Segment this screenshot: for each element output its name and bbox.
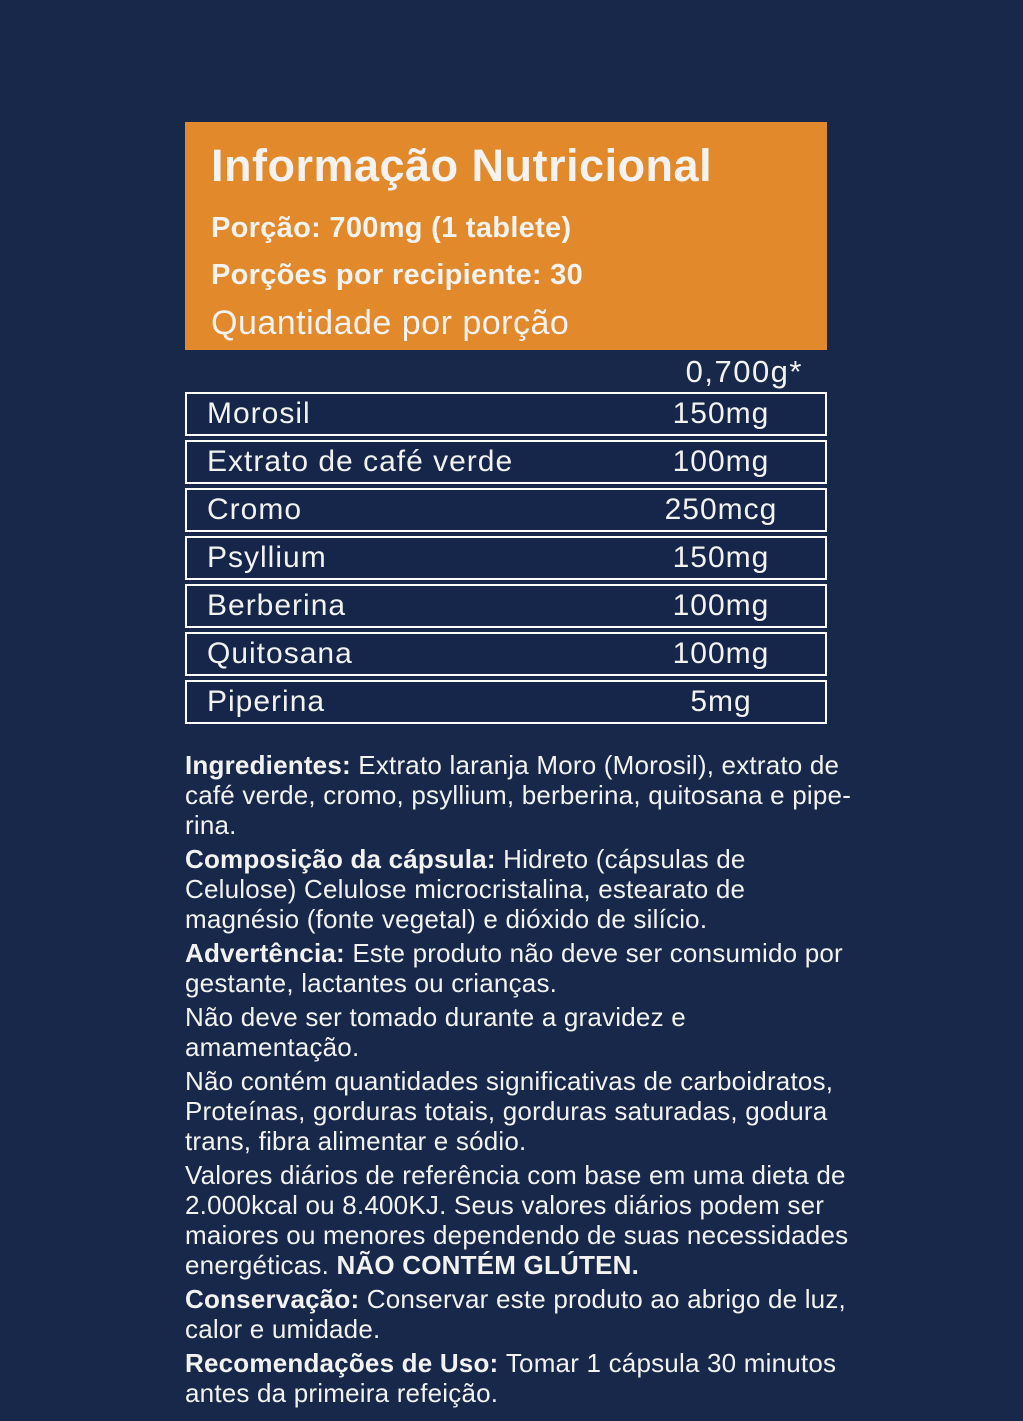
nutrient-name: Morosil — [207, 397, 311, 430]
table-row — [185, 392, 827, 436]
nutrient-name: Piperina — [207, 685, 326, 718]
nutrient-name: Cromo — [207, 493, 303, 526]
nutrient-amount: 250mcg — [664, 493, 778, 526]
table-row — [185, 488, 827, 532]
nutrient-name: Berberina — [207, 589, 347, 622]
table-row — [185, 536, 827, 580]
paragraph: Conservação: Conservar este produto ao abrigo de luz, calor e umidade. — [185, 1284, 846, 1344]
paragraph: Não deve ser tomado durante a gravidez e amamentação. — [185, 1002, 686, 1062]
nutrition-header-panel — [185, 122, 827, 350]
servings-per-container-text: Porções por recipiente: 30 — [211, 259, 584, 291]
paragraph: Valores diários de referência com base em uma dieta de 2.000kcal ou 8.400KJ. Seus valores diários podem ser maiores ou menores dependendo de suas necessidades energéticas. NÃO CONTÉM GLÚTEN. — [185, 1160, 849, 1280]
table-row — [185, 440, 827, 484]
nutrient-amount: 100mg — [672, 445, 770, 478]
details-text — [185, 750, 853, 1408]
nutrient-amount: 150mg — [672, 397, 770, 430]
table-row — [185, 680, 827, 724]
nutrient-amount: 100mg — [672, 589, 770, 622]
paragraph: Advertência: Este produto não deve ser consumido por gestante, lactantes ou crianças. — [185, 938, 843, 998]
nutrient-table — [185, 392, 827, 724]
nutrition-title: Informação Nutricional — [211, 140, 713, 191]
table-row — [185, 584, 827, 628]
nutrient-amount: 100mg — [672, 637, 770, 670]
total-amount-text: 0,700g* — [685, 354, 803, 389]
nutrient-name: Extrato de café verde — [207, 445, 514, 478]
nutrient-amount: 5mg — [690, 685, 752, 718]
paragraph: Ingredientes: Extrato laranja Moro (Morosil), extrato de café verde, cromo, psyllium, berberina, quitosana e piperina. — [185, 750, 851, 840]
paragraph: Composição da cápsula: Hidreto (cápsulas de Celulose) Celulose microcristalina, estearato de magnésio (fonte vegetal) e dióxido de silício. — [185, 844, 746, 934]
nutrient-name: Quitosana — [207, 637, 353, 670]
serving-size-text: Porção: 700mg (1 tablete) — [211, 212, 572, 244]
table-row — [185, 632, 827, 676]
paragraph: Recomendações de Uso: Tomar 1 cápsula 30 minutos antes da primeira refeição. — [185, 1348, 837, 1408]
paragraph: Não contém quantidades significativas de carboidratos, Proteínas, gorduras totais, gorduras saturadas, godura trans, fibra alimentar e sódio. — [185, 1066, 834, 1156]
nutrition-label — [185, 122, 851, 1412]
nutrient-name: Psyllium — [207, 541, 327, 574]
nutrient-amount: 150mg — [672, 541, 770, 574]
amount-per-serving-text: Quantidade por porção — [211, 304, 570, 342]
